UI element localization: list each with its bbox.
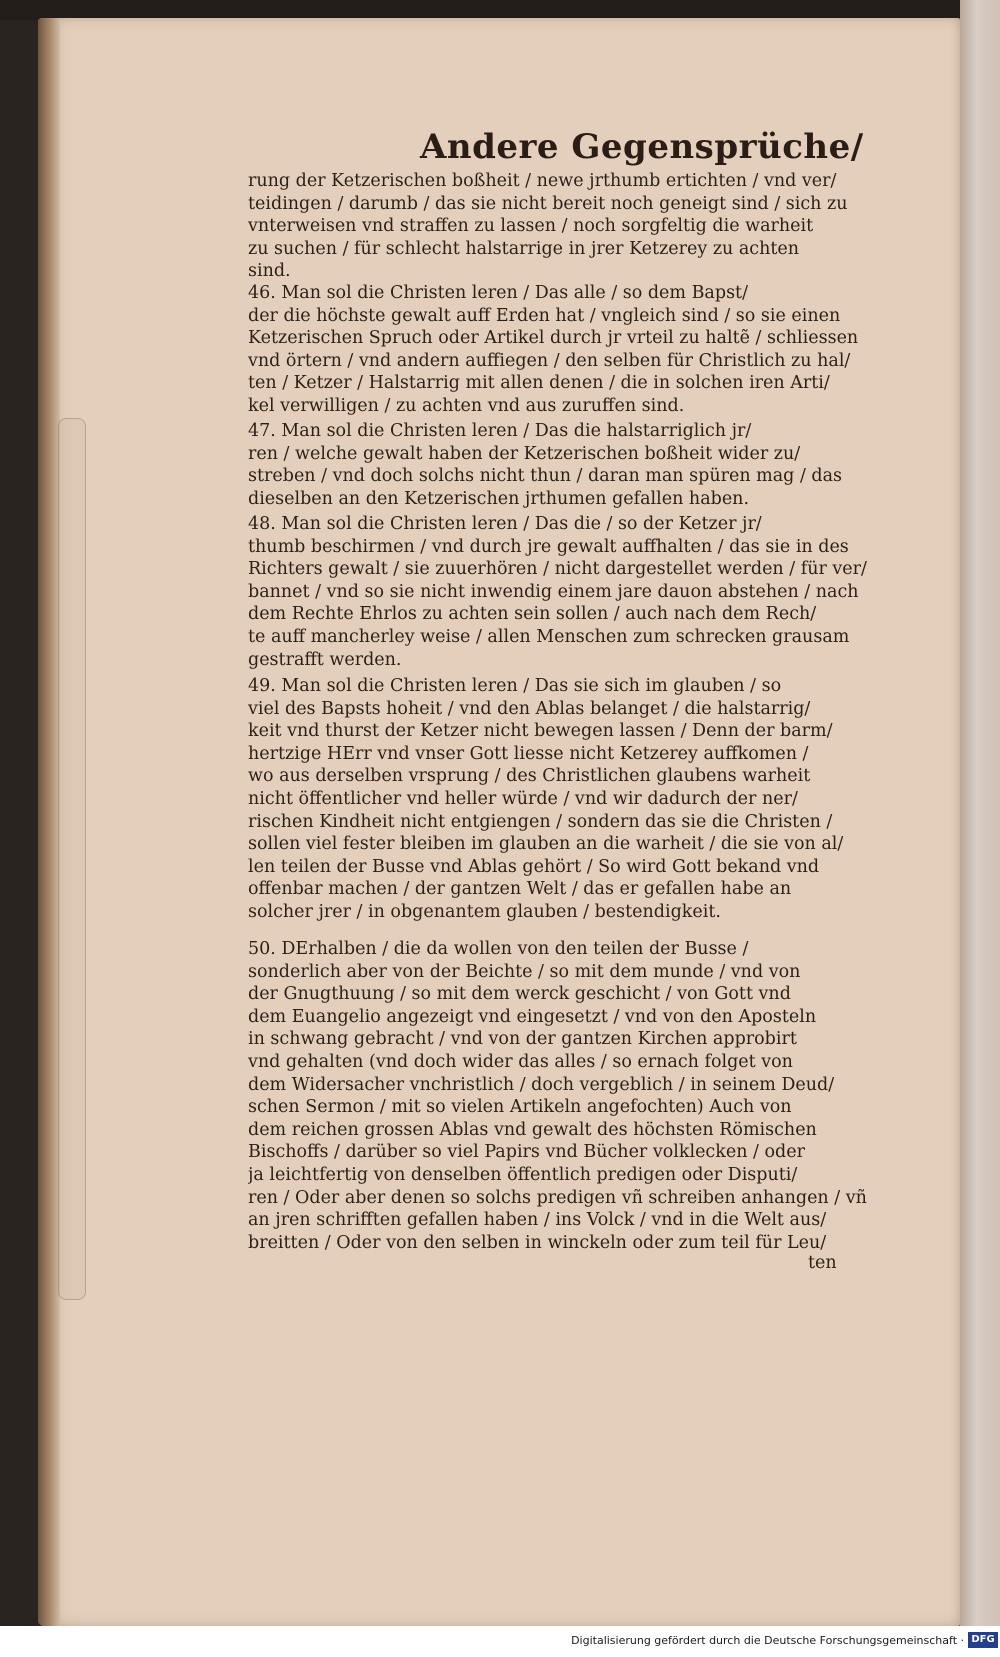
text-line: rischen Kindheit nicht entgiengen / sondern das sie die Christen / (248, 811, 833, 832)
text-line: rung der Ketzerischen boßheit / newe jrthumb ertichten / vnd ver/ (248, 171, 837, 191)
text-line: der die höchste gewalt auff Erden hat / vngleich sind / so sie einen (248, 305, 841, 326)
text-line: keit vnd thurst der Ketzer nicht bewegen lassen / Denn der barm/ (248, 721, 833, 742)
text-line: dem reichen grossen Ablas vnd gewalt des höchsten Römischen (248, 1119, 817, 1140)
catchword (808, 1252, 868, 1275)
paragraph-47 (248, 420, 888, 510)
text-line: sollen viel fester bleiben im glauben an die warheit / die sie von al/ (248, 834, 844, 855)
paragraph-49 (248, 675, 888, 924)
text-line: ren / welche gewalt haben der Ketzerischen boßheit wider zu/ (248, 443, 801, 464)
paper-fold-mark (58, 418, 86, 1300)
text-line: an jren schrifften gefallen haben / ins Volck / vnd in die Welt aus/ (248, 1210, 827, 1231)
scan-top-border (0, 0, 1000, 20)
text-line: breitten / Oder von den selben in winckeln oder zum teil für Leu/ (248, 1232, 827, 1253)
text-line: ren / Oder aber denen so solchs predigen vñ schreiben anhangen / vñ (248, 1187, 867, 1208)
text-line: offenbar machen / der gantzen Welt / das er gefallen habe an (248, 879, 792, 900)
text-line: zu suchen / für schlecht halstarrige in jrer Ketzerey zu achten (248, 238, 800, 259)
text-line: nicht öffentlicher vnd heller würde / vnd wir dadurch der ner/ (248, 788, 798, 809)
text-line: hertzige HErr vnd vnser Gott liesse nicht Ketzerey auffkomen / (248, 743, 809, 764)
text-line: ten / Ketzer / Halstarrig mit allen denen / die in solchen iren Arti/ (248, 373, 830, 394)
text-line: der Gnugthuung / so mit dem werck geschicht / von Gott vnd (248, 984, 791, 1005)
text-line: viel des Bapsts hoheit / vnd den Ablas belanget / die halstarrig/ (248, 698, 811, 719)
text-line: vnd örtern / vnd andern auffiegen / den selben für Christlich zu hal/ (248, 350, 851, 371)
text-line: dem Rechte Ehrlos zu achten sein sollen / auch nach dem Rech/ (248, 604, 817, 625)
text-line: gestrafft werden. (248, 649, 402, 670)
text-line: 47. Man sol die Christen leren / Das die halstarriglich jr/ (248, 421, 752, 441)
text-line: 49. Man sol die Christen leren / Das sie sich im glauben / so (248, 676, 782, 696)
text-line: in schwang gebracht / vnd von der gantzen Kirchen approbirt (248, 1029, 797, 1050)
book-edge-right (960, 0, 1000, 1626)
paragraph-continuation (248, 170, 888, 283)
binding-shadow (38, 18, 60, 1626)
footer-credit: Digitalisierung gefördert durch die Deutsche Forschungsgemeinschaft · (571, 1634, 964, 1647)
text-line: ten (808, 1253, 837, 1273)
digitization-footer (0, 1626, 1000, 1657)
text-line: thumb beschirmen / vnd durch jre gewalt auffhalten / das sie in des (248, 536, 849, 557)
text-line: 46. Man sol die Christen leren / Das alle / so dem Bapst/ (248, 283, 748, 303)
text-line: kel verwilligen / zu achten vnd aus zuruffen sind. (248, 395, 685, 416)
text-line: te auff mancherley weise / allen Menschen zum schrecken grausam (248, 626, 850, 647)
text-line: ja leichtfertig von denselben öffentlich predigen oder Disputi/ (248, 1164, 798, 1185)
text-line: bannet / vnd so sie nicht inwendig einem jare dauon abstehen / nach (248, 581, 859, 602)
text-line: 48. Man sol die Christen leren / Das die / so der Ketzer jr/ (248, 514, 762, 534)
text-line: schen Sermon / mit so vielen Artikeln angefochten) Auch von (248, 1097, 792, 1118)
text-line: dieselben an den Ketzerischen jrthumen gefallen haben. (248, 488, 750, 509)
paragraph-50 (248, 938, 888, 1254)
paragraph-48 (248, 513, 888, 671)
text-line: dem Widersacher vnchristlich / doch vergeblich / in seinem Deud/ (248, 1074, 835, 1095)
text-line: wo aus derselben vrsprung / des Christlichen glaubens warheit (248, 766, 811, 787)
text-line: teidingen / darumb / das sie nicht bereit noch geneigt sind / sich zu (248, 193, 848, 214)
paragraph-46 (248, 282, 888, 418)
text-line: vnterweisen vnd straffen zu lassen / noch sorgfeltig die warheit (248, 216, 814, 237)
text-line: Richters gewalt / sie zuuerhören / nicht dargestellet werden / für ver/ (248, 559, 867, 580)
dfg-logo: DFG (968, 1632, 998, 1648)
text-line: vnd gehalten (vnd doch wider das alles / so ernach folget von (248, 1051, 793, 1072)
text-line: solcher jrer / in obgenantem glauben / bestendigkeit. (248, 901, 721, 922)
text-line: sonderlich aber von der Beichte / so mit dem munde / vnd von (248, 961, 801, 982)
text-line: streben / vnd doch solchs nicht thun / daran man spüren mag / das (248, 466, 843, 487)
text-line: sind. (248, 261, 291, 282)
text-line: 50. DErhalben / die da wollen von den teilen der Busse / (248, 939, 749, 959)
running-head: Andere Gegensprüche/ (420, 127, 864, 167)
text-line: Ketzerischen Spruch oder Artikel durch jr vrteil zu haltẽ / schliessen (248, 328, 859, 349)
text-line: len teilen der Busse vnd Ablas gehört / So wird Gott bekand vnd (248, 856, 820, 877)
text-line: dem Euangelio angezeigt vnd eingesetzt / vnd von den Aposteln (248, 1006, 817, 1027)
text-line: Bischoffs / darüber so viel Papirs vnd Bücher volklecken / oder (248, 1142, 805, 1163)
